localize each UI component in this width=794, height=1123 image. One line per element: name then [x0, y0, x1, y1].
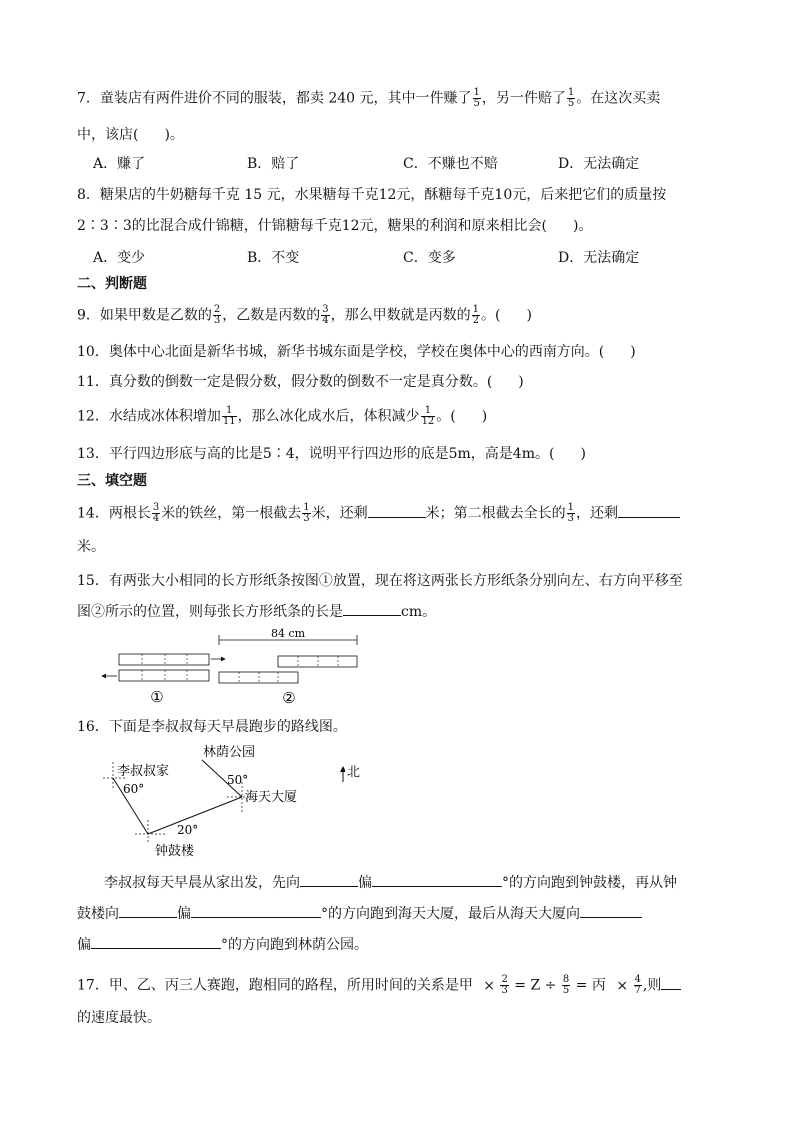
map-angle-tower: 20° — [177, 823, 199, 837]
map-label-mansion: 海天大厦 — [245, 790, 298, 805]
q16-route-map — [95, 742, 345, 860]
q17-line1: 17．甲、乙、丙三人赛跑，跑相同的路程，所用时间的关系是甲 × $\frac{2}{3}$ = Z ÷ $\frac{8}{5}$ = 丙 × $\frac{4}{7}$ ,则 — [77, 975, 681, 996]
q16-blank-5[interactable] — [580, 907, 642, 918]
q16-blank-4[interactable] — [191, 907, 321, 918]
map-label-home: 李叔叔家 — [117, 764, 170, 779]
q8-option-a: A．变少 — [93, 250, 146, 266]
q14-line2: 米。 — [77, 539, 105, 555]
q7-option-c: C．不赚也不赔 — [403, 156, 498, 172]
q15-strip-figure — [95, 626, 385, 708]
map-label-tower: 钟鼓楼 — [155, 844, 195, 859]
q13: 13．平行四边形底与高的比是5∶4，说明平行四边形的底是5m，高是4m。( ) — [77, 446, 586, 462]
q17-answer-blank[interactable] — [661, 979, 681, 990]
svg-text:①: ① — [150, 688, 164, 706]
q17-line2: 的速度最快。 — [77, 1010, 161, 1026]
section-heading-fill: 三、填空题 — [77, 473, 147, 489]
q11: 11．真分数的倒数一定是假分数，假分数的倒数不一定是真分数。( ) — [77, 374, 524, 390]
q14-answer-blank-2[interactable] — [618, 507, 680, 518]
q8-option-b: B．不变 — [247, 250, 300, 266]
q10: 10．奥体中心北面是新华书城，新华书城东面是学校，学校在奥体中心的西南方向。( ) — [77, 344, 636, 360]
q15-line1: 15．有两张大小相同的长方形纸条按图①放置，现在将这两张长方形纸条分别向左、右方向平移至 — [77, 573, 683, 589]
map-angle-mansion: 50° — [227, 773, 249, 787]
q7-option-b: B．赔了 — [247, 156, 300, 172]
q16-title: 16．下面是李叔叔每天早晨跑步的路线图。 — [77, 719, 347, 735]
q8-line1: 8．糖果店的牛奶糖每千克 15 元，水果糖每千克12元，酥糖每千克10元，后来把它们的质量按 — [77, 187, 667, 203]
q8-option-d: D．无法确定 — [558, 250, 640, 266]
section-heading-judgment: 二、判断题 — [77, 276, 147, 292]
strip-figure-2 — [219, 627, 357, 707]
q16-blank-3[interactable] — [119, 907, 177, 918]
q16-answer-line1: 李叔叔每天早晨从家出发，先向 偏 °的方向跑到钟鼓楼，再从钟 — [104, 875, 677, 891]
q15-answer-blank[interactable] — [343, 605, 401, 616]
q16-answer-line3: 偏 °的方向跑到林荫公园。 — [77, 937, 368, 953]
q7-fraction-1: $\frac{1}{5}$ — [473, 87, 480, 109]
map-angle-home: 60° — [123, 782, 145, 796]
q8-line2: 2∶3∶3的比混合成什锦糖，什锦糖每千克12元，糖果的利润和原来相比会( )。 — [77, 218, 593, 234]
q7-line2: 中，该店( )。 — [77, 127, 184, 143]
q16-blank-6[interactable] — [91, 938, 221, 949]
strip-figure-1 — [102, 654, 225, 706]
map-label-park: 林荫公园 — [203, 745, 256, 760]
svg-text:84 cm: 84 cm — [270, 627, 306, 640]
q9: 9．如果甲数是乙数的 $\frac{2}{3}$ ，乙数是丙数的 $\frac{3}{4}$ ，那么甲数就是丙数的 $\frac{1}{2}$ 。( ) — [77, 304, 532, 326]
q8-option-c: C．变多 — [403, 250, 456, 266]
svg-text:②: ② — [282, 689, 296, 707]
q7-option-d: D．无法确定 — [558, 156, 640, 172]
q16-answer-line2: 鼓楼向 偏 °的方向跑到海天大厦，最后从海天大厦向 — [77, 907, 642, 921]
q12: 12．水结成冰体积增加 $\frac{1}{11}$ ，那么冰化成水后，体积减少 $\frac{1}{12}$ 。( ) — [77, 405, 488, 427]
map-label-north: 北 — [347, 765, 361, 780]
q16-blank-1[interactable] — [300, 876, 358, 887]
q7-fraction-2: $\frac{1}{5}$ — [567, 87, 575, 109]
q14-line1: 14．两根长 $\frac{3}{4}$ 米的铁丝，第一根截去 $\frac{1}{3}$ 米，还剩 米；第二根截去全长的 $\frac{1}{3}$ ，还剩 — [77, 503, 680, 524]
q16-blank-2[interactable] — [372, 876, 502, 887]
q7-line1: 7．童装店有两件进价不同的服装，都卖 240 元，其中一件赚了 $\frac{1}{5}$ ，另一件赔了 $\frac{1}{5}$ 。在这次买卖 — [77, 87, 661, 109]
q15-line2: 图②所示的位置，则每张长方形纸条的长是 cm。 — [77, 604, 437, 620]
q7-option-a: A．赚了 — [93, 156, 146, 172]
q14-answer-blank-1[interactable] — [368, 507, 426, 518]
